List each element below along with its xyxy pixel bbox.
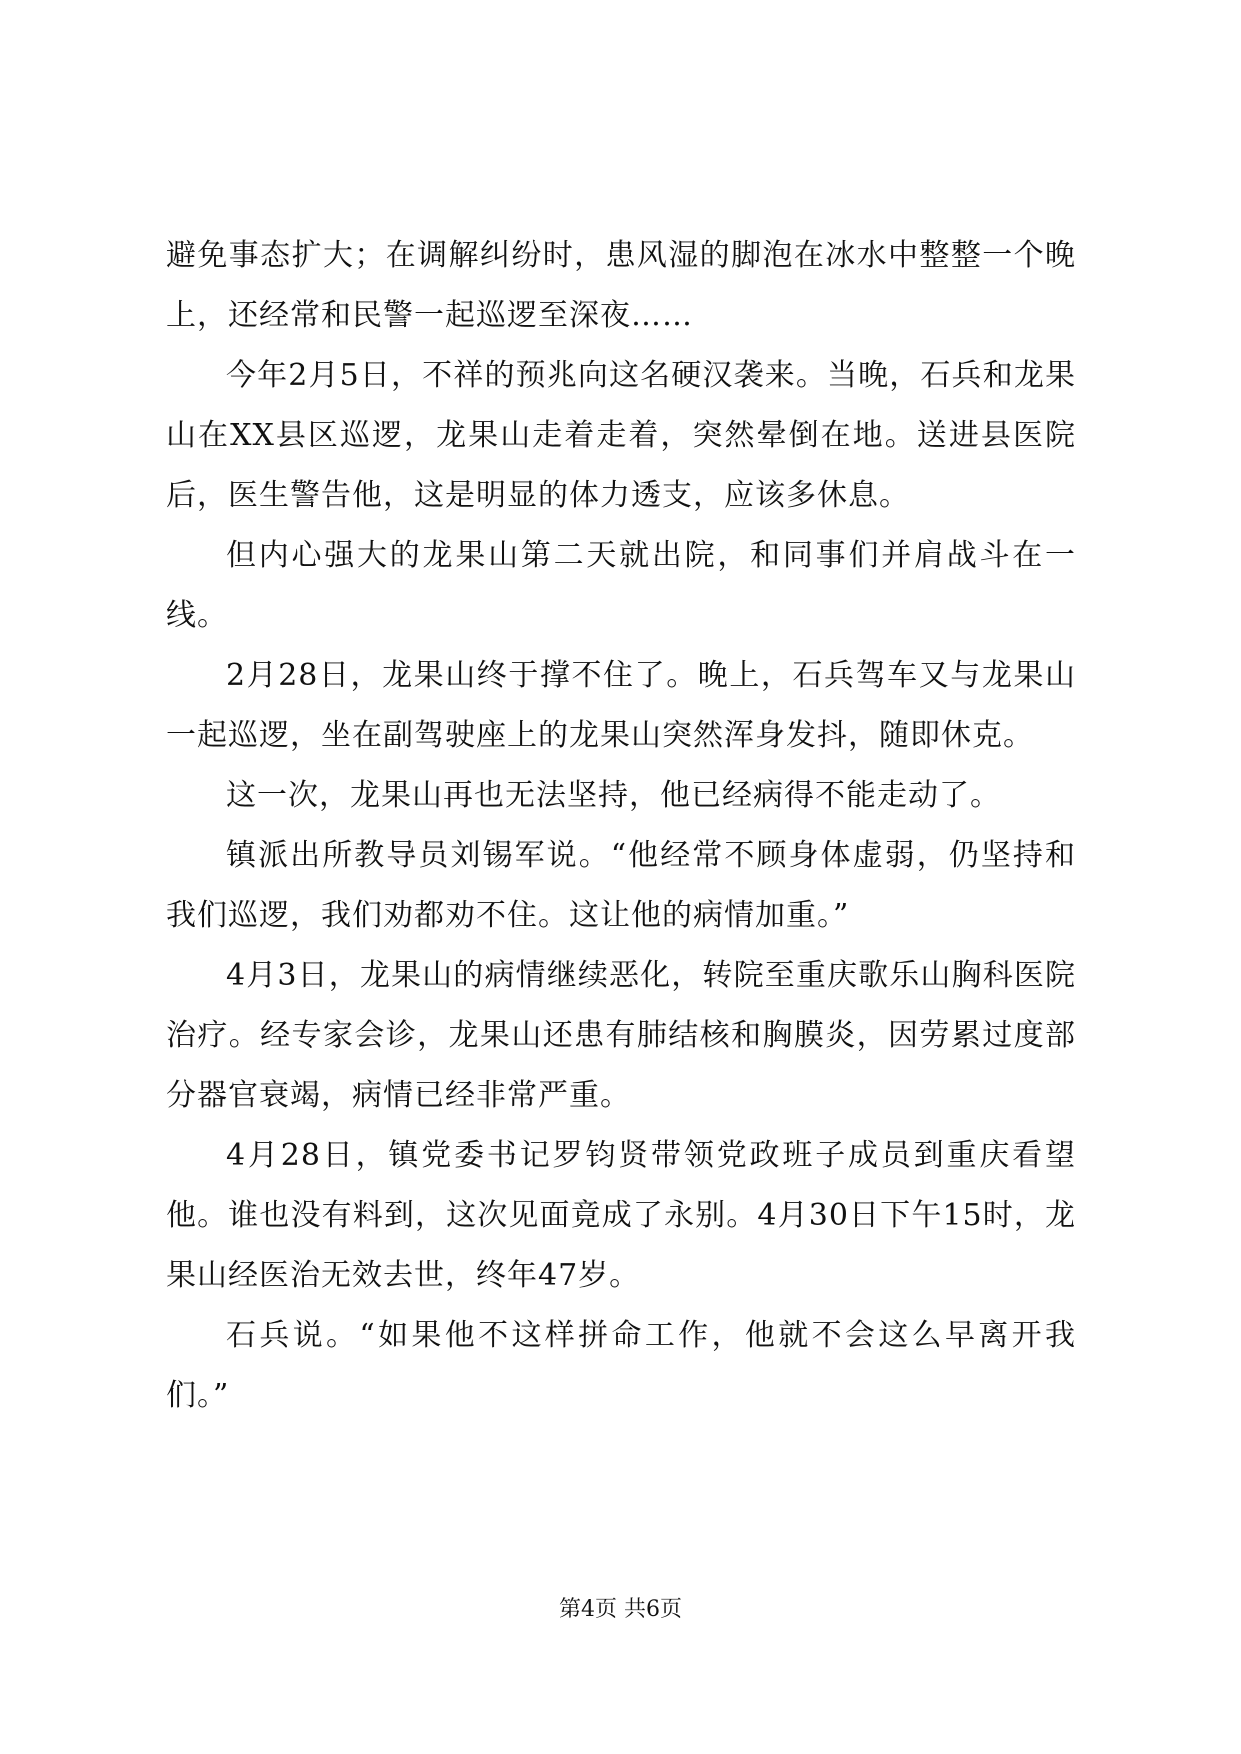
paragraph: 避免事态扩大；在调解纠纷时，患风湿的脚泡在冰水中整整一个晚上，还经常和民警一起巡逻至深夜……	[166, 238, 1076, 333]
paragraph: 2月28日，龙果山终于撑不住了。晚上，石兵驾车又与龙果山一起巡逻，坐在副驾驶座上的龙果山突然浑身发抖，随即休克。	[166, 658, 1076, 753]
paragraph: 镇派出所教导员刘锡军说。“他经常不顾身体虚弱，仍坚持和我们巡逻，我们劝都劝不住。这让他的病情加重。”	[166, 838, 1076, 933]
paragraph: 今年2月5日，不祥的预兆向这名硬汉袭来。当晚，石兵和龙果山在XX县区巡逻，龙果山走着走着，突然晕倒在地。送进县医院后，医生警告他，这是明显的体力透支，应该多休息。	[166, 358, 1076, 513]
paragraph: 石兵说。“如果他不这样拼命工作，他就不会这么早离开我们。”	[166, 1318, 1076, 1413]
paragraph: 这一次，龙果山再也无法坚持，他已经病得不能走动了。	[226, 778, 1001, 813]
page-number-footer: 第4页 共6页	[559, 1597, 682, 1622]
paragraph: 但内心强大的龙果山第二天就出院，和同事们并肩战斗在一线。	[166, 538, 1076, 633]
paragraph: 4月3日，龙果山的病情继续恶化，转院至重庆歌乐山胸科医院治疗。经专家会诊，龙果山还患有肺结核和胸膜炎，因劳累过度部分器官衰竭，病情已经非常严重。	[166, 958, 1076, 1113]
paragraph: 4月28日，镇党委书记罗钧贤带领党政班子成员到重庆看望他。谁也没有料到，这次见面竟成了永别。4月30日下午15时，龙果山经医治无效去世，终年47岁。	[166, 1138, 1076, 1293]
body-text	[166, 226, 1076, 1426]
